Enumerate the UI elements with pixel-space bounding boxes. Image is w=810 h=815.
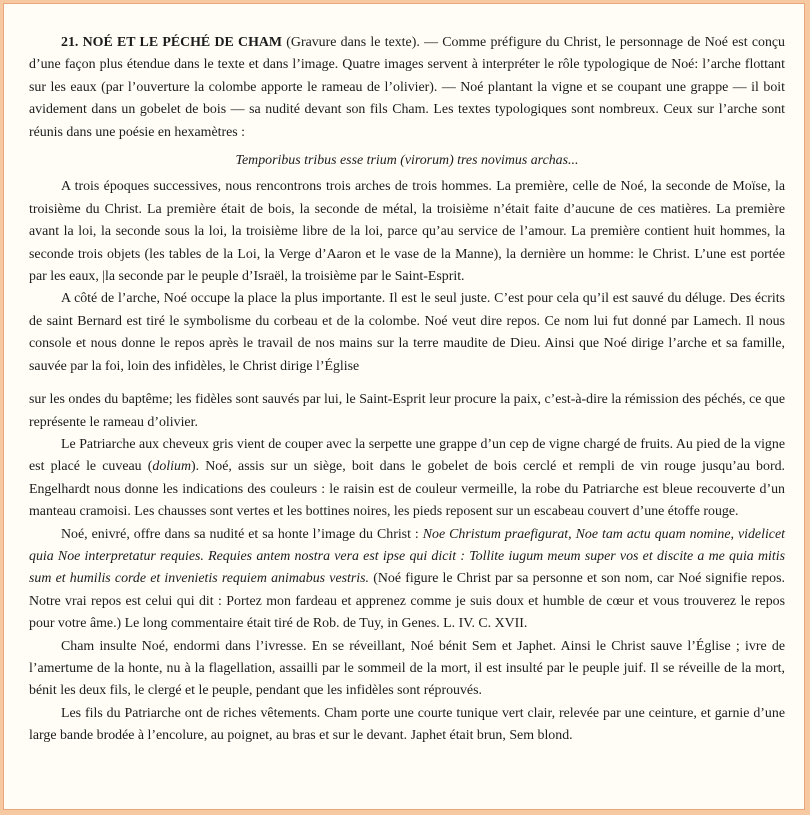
section-heading: 21. NOÉ ET LE PÉCHÉ DE CHAM	[61, 35, 283, 50]
latin-verse: Temporibus tribus esse trium (virorum) tres novimus archas...	[235, 153, 579, 169]
latin-quote-translation: (Noé figure le Christ par sa personne et son nom, car Noé signifie repos. Notre vrai repos est celui qui dit : Portez mon fardeau et apprenez comme je suis doux et humble de cœur et vous trouverez le repos pour votre âme.) Le long commentaire était tiré de Rob. de Tuy, in Genes. L. IV. C. XVII.	[29, 571, 785, 632]
document-body	[29, 32, 785, 748]
paragraph-latin-quote	[29, 524, 785, 636]
paragraph-sons: Les fils du Patriarche ont de riches vêtements. Cham porte une courte tunique vert clair, relevée par une ceinture, et garnie d’une large bande brodée à l’encolure, au poignet, au bras et sur le devant. Japhet était brun, Sem blond.	[29, 705, 785, 744]
patriarch-text-a: Le Patriarche aux cheveux gris vient de couper avec la serpette une grappe d’un cep de vigne chargé de fruits. Au pied de la vigne est placé le cuveau (	[29, 436, 785, 475]
latin-quote: Noe Christum praefigurat, Noe tam actu quam nomine, videlicet quia Noe interpretatur requies. Requies antem nostra vera est ipse qui dicit : Tollite iugum meum super vos et discite a me quia mitis sum et humilis corde et invenietis requiem animabus vestris.	[29, 526, 785, 587]
paragraph-three-arks: A trois époques successives, nous rencontrons trois arches de trois hommes. La première, celle de Noé, la seconde de Moïse, la troisième du Christ. La première était de bois, la seconde de métal, la troisième n’était faite d’aucune de ces matières. La première avant la loi, la seconde sous la loi, la troisième libre de la loi, parce qu’au service de l’amour. La première contient huit hommes, la seconde trois objets (les tables de la Loi, la Verge d’Aaron et le vase de la Manne), la dernière un homme: le Christ. L’une est portée par les eaux, |la seconde par le peuple d’Israël, la troisième par le Saint-Esprit.	[29, 179, 785, 285]
page-frame	[3, 3, 805, 810]
paragraph-patriarch	[29, 434, 785, 524]
latin-quote-intro: Noé, enivré, offre dans sa nudité et sa honte l’image du Christ :	[61, 526, 423, 542]
paragraph-continuation: sur les ondes du baptême; les fidèles sont sauvés par lui, le Saint-Esprit leur procure la paix, c’est-à-dire la rémission des péchés, ce que représente le rameau d’olivier.	[29, 392, 785, 430]
paragraph-noah-role: A côté de l’arche, Noé occupe la place la plus importante. Il est le seul juste. C’est pour cela qu’il est sauvé du déluge. Des écrits de saint Bernard est tiré le symbolisme du corbeau et de la colombe. Noé veut dire repos. Ce nom lui fut donné par Lamech. Il nous console et nous donne le repos après le travail de nos mains sur la terre maudite de Dieu. Ainsi que Noé dirige l’arche et sa famille, sauvée par la foi, loin des infidèles, le Christ dirige l’Église	[29, 291, 785, 374]
section-intro-paragraph	[29, 32, 785, 144]
intro-text: (Gravure dans le texte). — Comme préfigure du Christ, le personnage de Noé est conçu d’une façon plus étendue dans le texte et dans l’image. Quatre images servent à interpréter le rôle typologique de Noé: l’arche flottant sur les eaux (par l’ouverture la colombe apporte le rameau de l’olivier). — Noé plantant la vigne et se coupant une grappe — il boit avidement dans un gobelet de bois — sa nudité devant son fils Cham. Les textes typologiques sont nombreux. Ceux sur l’arche sont réunis dans une poésie en hexamètres :	[29, 35, 785, 140]
patriarch-text-b: ). Noé, assis sur un siège, boit dans le gobelet de bois cerclé et rempli de vin rouge jusqu’au bord. Engelhardt nous donne les indications des couleurs : le raisin est de couleur vermeille, la robe du Patriarche est bleue recouverte d’un manteau cramoisi. Les chausses sont vertes et les bottines noires, les pieds reposent sur un escabeau couvert d’une étoffe rouge.	[29, 459, 785, 520]
paragraph-ham: Cham insulte Noé, endormi dans l’ivresse. En se réveillant, Noé bénit Sem et Japhet. Ainsi le Christ sauve l’Église ; ivre de l’amertume de la honte, nu à la flagellation, assailli par le sommeil de la mort, il est insulté par le peuple juif. Il se réveille de la mort, bénit les deux fils, le clergé et le peuple, pendant que les infidèles sont réprouvés.	[29, 638, 785, 699]
dolium-term: dolium	[152, 459, 191, 475]
